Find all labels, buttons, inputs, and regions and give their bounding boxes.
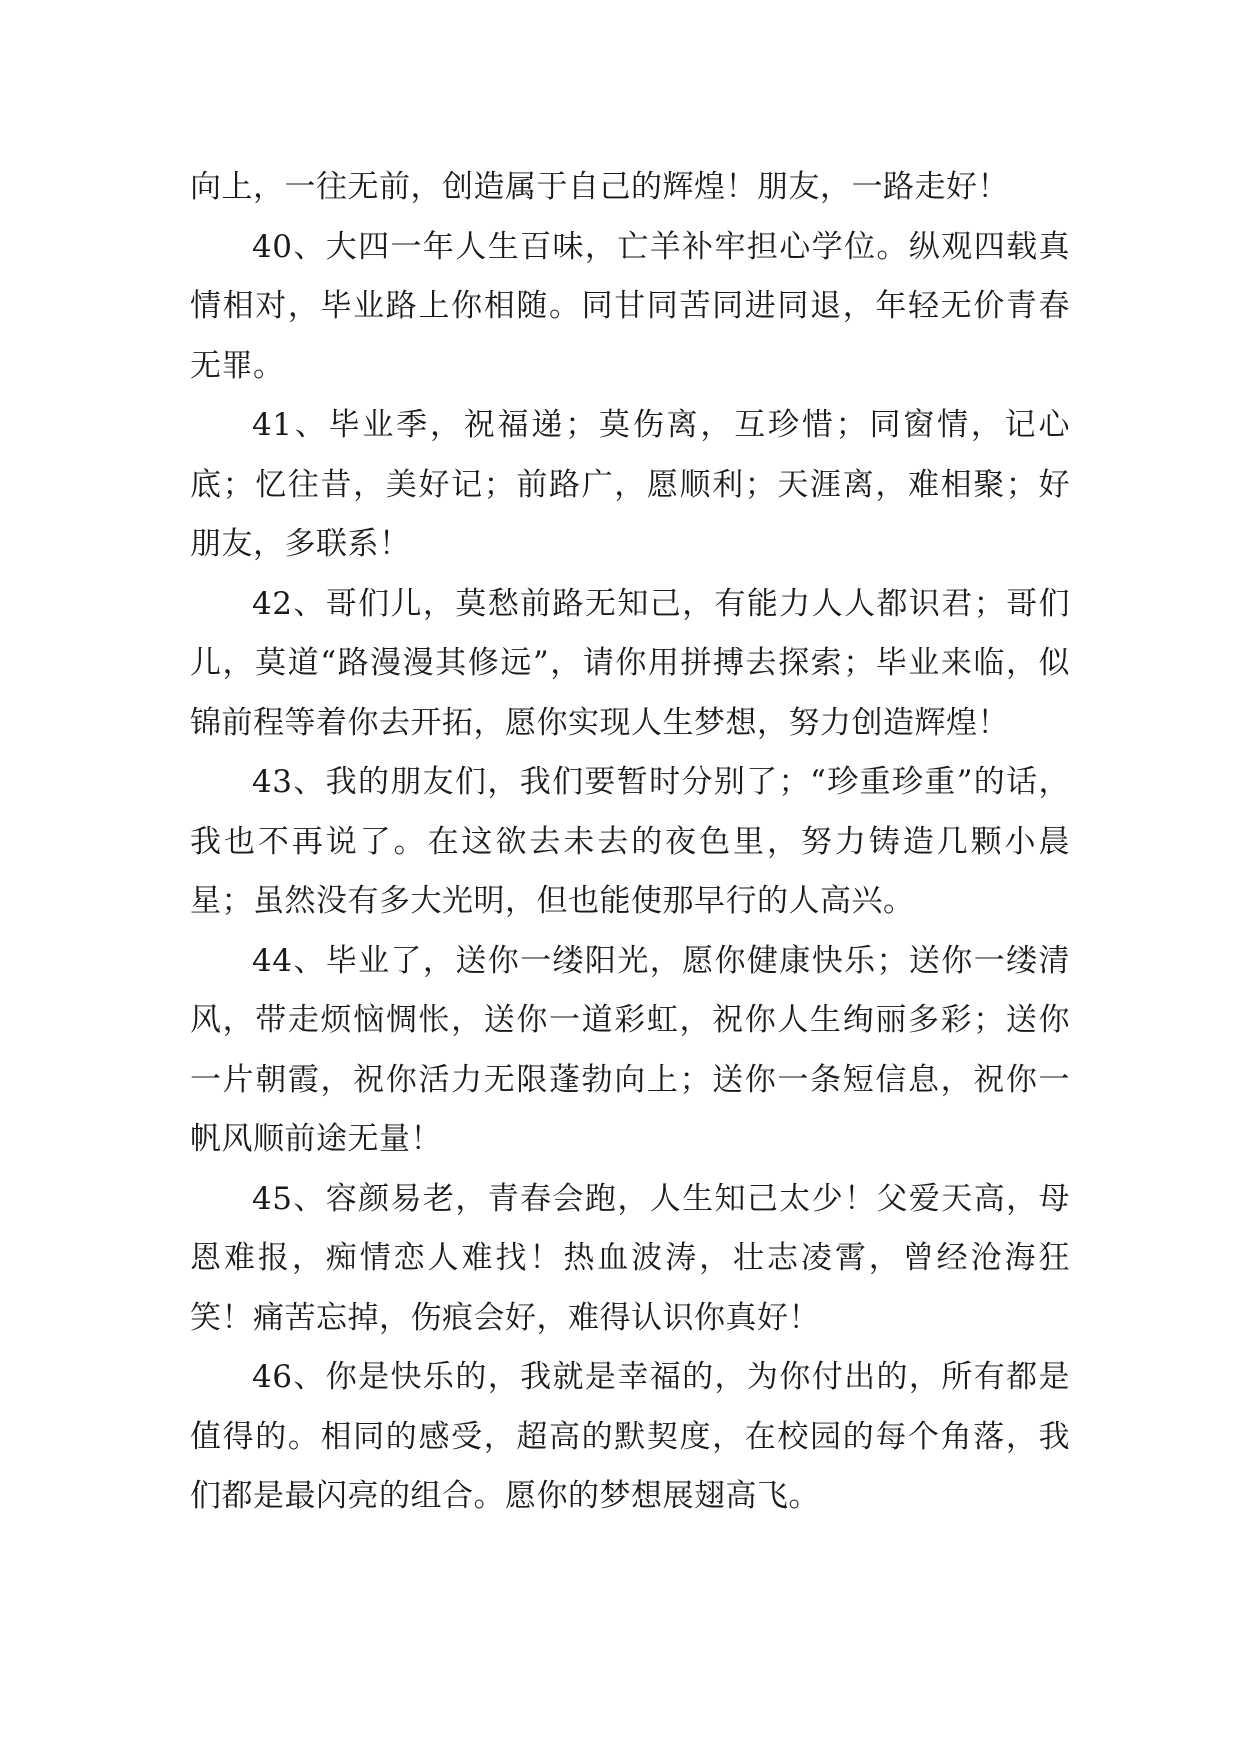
paragraph-41: 41、毕业季，祝福递；莫伤离，互珍惜；同窗情，记心底；忆往昔，美好记；前路广，愿顺利；天涯离，难相聚；好朋友，多联系！ bbox=[190, 407, 1070, 562]
paragraph-44: 44、毕业了，送你一缕阳光，愿你健康快乐；送你一缕清风，带走烦恼惆怅，送你一道彩虹，祝你人生绚丽多彩；送你一片朝霞，祝你活力无限蓬勃向上；送你一条短信息，祝你一帆风顺前途无量！ bbox=[190, 942, 1070, 1157]
paragraph-continuation: 向上，一往无前，创造属于自己的辉煌！朋友，一路走好！ bbox=[190, 169, 1009, 205]
paragraph-46: 46、你是快乐的，我就是幸福的，为你付出的，所有都是值得的。相同的感受，超高的默契度，在校园的每个角落，我们都是最闪亮的组合。愿你的梦想展翅高飞。 bbox=[190, 1359, 1070, 1514]
document-body bbox=[190, 158, 1070, 1527]
paragraph-45: 45、容颜易老，青春会跑，人生知己太少！父爱天高，母恩难报，痴情恋人难找！热血波涛，壮志凌霄，曾经沧海狂笑！痛苦忘掉，伤痕会好，难得认识你真好！ bbox=[190, 1180, 1070, 1336]
paragraph-42: 42、哥们儿，莫愁前路无知己，有能力人人都识君；哥们儿，莫道“路漫漫其修远”，请你用拼搏去探索；毕业来临，似锦前程等着你去开拓，愿你实现人生梦想，努力创造辉煌！ bbox=[190, 585, 1070, 741]
paragraph-40: 40、大四一年人生百味，亡羊补牢担心学位。纵观四载真情相对，毕业路上你相随。同甘同苦同进同退，年轻无价青春无罪。 bbox=[190, 228, 1070, 384]
paragraph-43: 43、我的朋友们，我们要暂时分别了；“珍重珍重”的话，我也不再说了。在这欲去未去的夜色里，努力铸造几颗小晨星；虽然没有多大光明，但也能使那早行的人高兴。 bbox=[190, 764, 1070, 919]
